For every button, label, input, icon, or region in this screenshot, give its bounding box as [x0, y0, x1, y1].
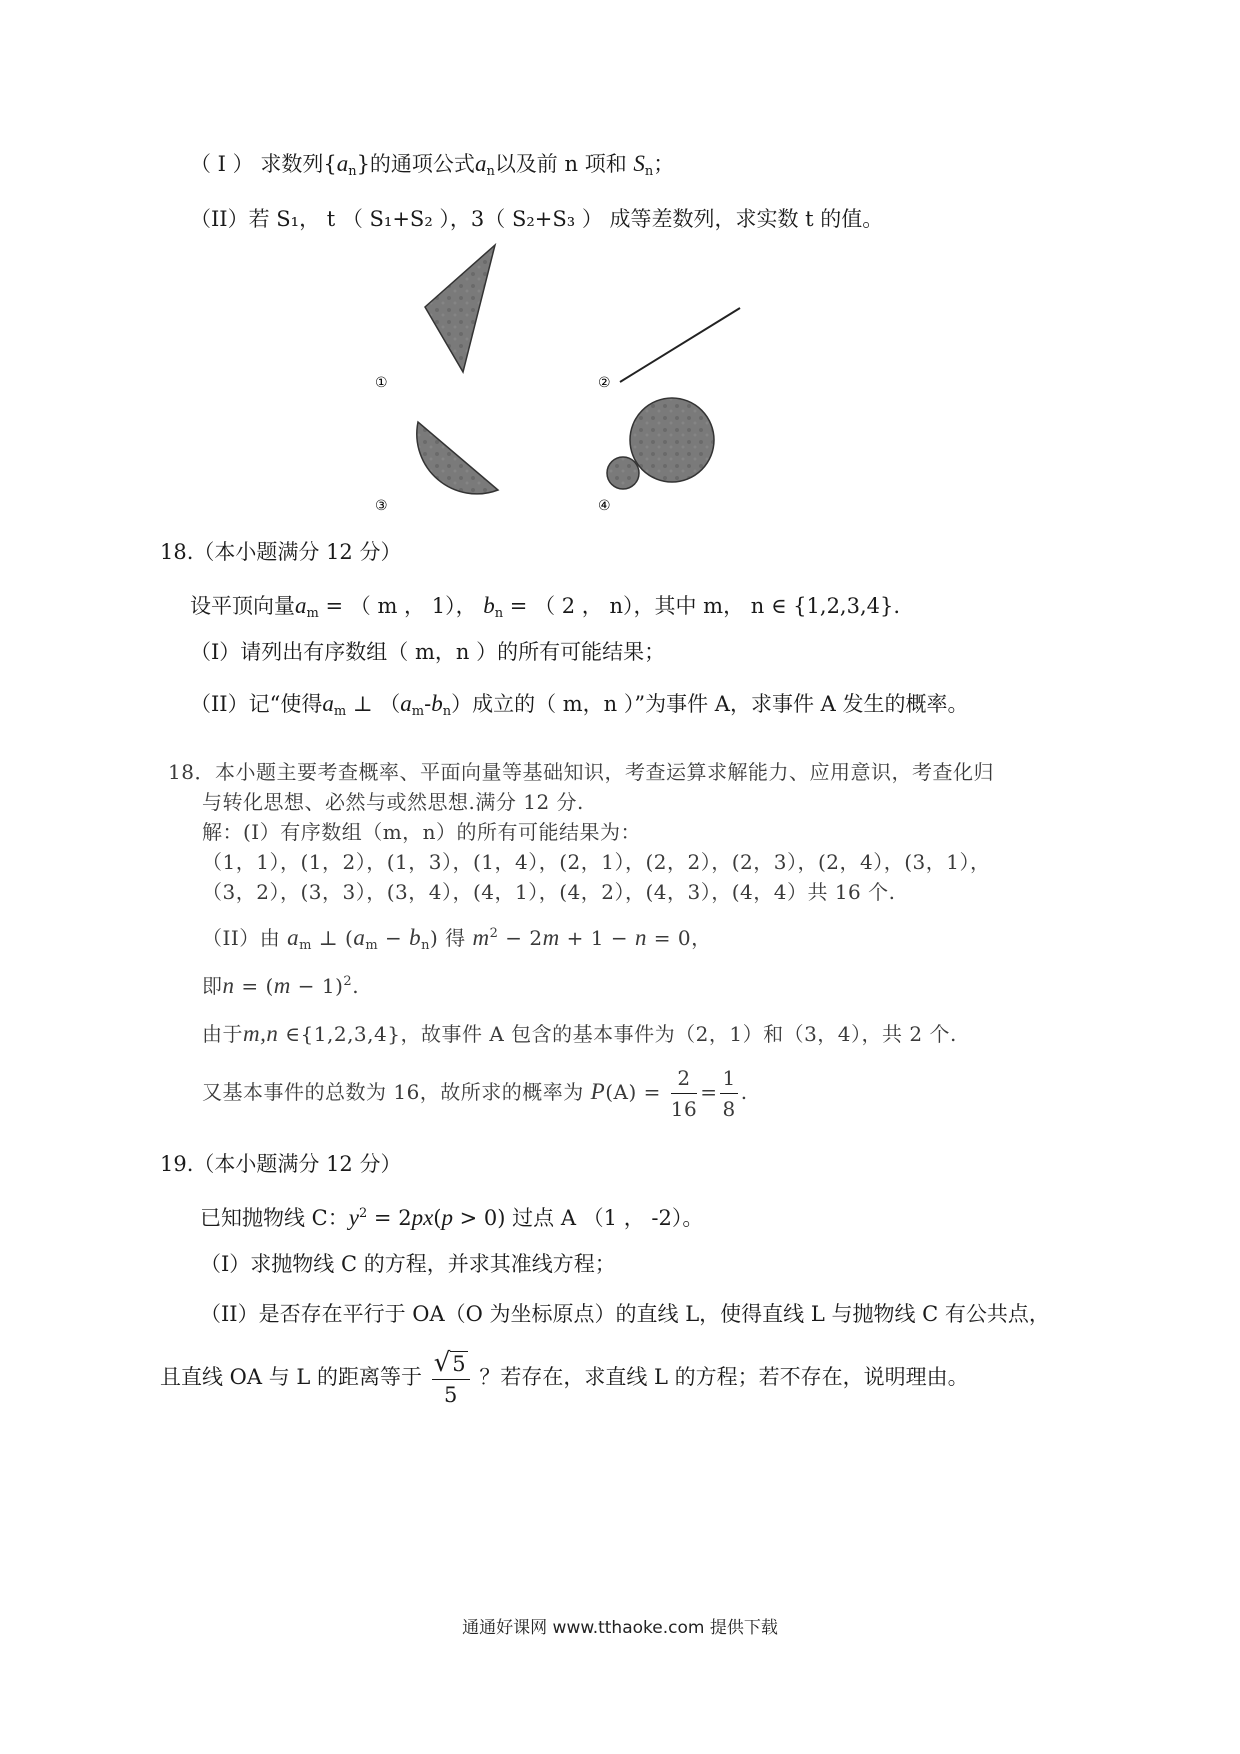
q18-heading: 18.（本小题满分 12 分） [160, 540, 402, 564]
q19-part3: 且直线 OA 与 L 的距离等于 $\frac{√5}{5}$ ？若存在，求直线 L 的方程；若不存在，说明理由。 [160, 1345, 969, 1410]
sol18-line9: 又基本事件的总数为 16，故所求的概率为 P(A) = $\frac{2}{16}$ = $\frac{1}{8}$ . [202, 1060, 748, 1124]
fraction-sqrt5-over-5: $\frac{√5}{5}$ [432, 1348, 470, 1410]
sol18-line3: 解：(I）有序数组（m，n）的所有可能结果为： [202, 820, 642, 844]
sol18-line6: （II）由 $a_m$ ⊥ $(a_m - b_n)$ 得 $m^2 - 2m + 1 - n = 0$， [202, 925, 712, 953]
sol18-line5: （3，2），(3，3），(3，4），(4，1），(4，2），(4，3），(4，4）共 16 个. [202, 880, 896, 904]
figure-label-2: ② [598, 375, 611, 391]
q18-stem: 设平顶向量$a_m$ = （ m ， 1）， $b_n$ = （ 2 ， n），其中 m， n ∈ {1,2,3,4}. [190, 593, 901, 621]
sol18-line1: 18．本小题主要考查概率、平面向量等基础知识，考查运算求解能力、应用意识，考查化归 [168, 760, 994, 784]
shape-4-small-circle [607, 457, 639, 489]
shapes-figure [375, 270, 750, 520]
q19-stem: 已知抛物线 C：$y^2 = 2px(p > 0)$ 过点 A （1 ， -2）。 [200, 1205, 704, 1230]
fraction-1-8: $\frac{1}{8}$ [720, 1063, 737, 1124]
figure-label-3: ③ [375, 498, 388, 514]
sol18-line4: （1，1），(1，2），(1，3），(1，4），(2，1），(2，2），(2，3），(2，4），(3，1）， [202, 850, 991, 874]
sol18-line8: 由于m,n ∈{1,2,3,4}，故事件 A 包含的基本事件为（2，1）和（3，4），共 2 个. [202, 1021, 957, 1046]
q18-part2: （II）记“使得$a_m$ ⊥ $(a_m-b_n)$成立的（ m，n ）”为事件 A，求事件 A 发生的概率。 [190, 691, 969, 719]
sol18-line7: 即$n = (m - 1)^2$. [202, 973, 360, 998]
fraction-2-16: $\frac{2}{16}$ [671, 1063, 697, 1124]
p17-part1: （ Ⅰ ） 求数列$\{a_n\}$的通项公式$a_n$以及前 n 项和 $S_n$； [190, 151, 675, 179]
shape-3-half-disk [417, 422, 498, 494]
q19-heading: 19.（本小题满分 12 分） [160, 1152, 402, 1176]
figure-label-1: ① [375, 375, 388, 391]
shape-2-line [620, 308, 740, 382]
q19-part1: （I）求抛物线 C 的方程，并求其准线方程； [200, 1252, 616, 1276]
footer-download-note: 通通好课网 www.tthaoke.com 提供下载 [462, 1618, 778, 1638]
q18-part1: （I）请列出有序数组（ m，n ）的所有可能结果； [190, 640, 666, 664]
sol18-line2: 与转化思想、必然与或然思想.满分 12 分. [202, 790, 584, 814]
shape-1-triangle [425, 245, 495, 372]
figure-label-4: ④ [598, 498, 611, 514]
shape-4-large-circle [630, 398, 714, 482]
q19-part2: （II）是否存在平行于 OA（O 为坐标原点）的直线 L，使得直线 L 与抛物线 C 有公共点， [200, 1302, 1050, 1326]
p17-part2: （II）若 S₁， t （ S₁+S₂ ），3（ S₂+S₃ ） 成等差数列，求实数 t 的值。 [190, 207, 884, 231]
